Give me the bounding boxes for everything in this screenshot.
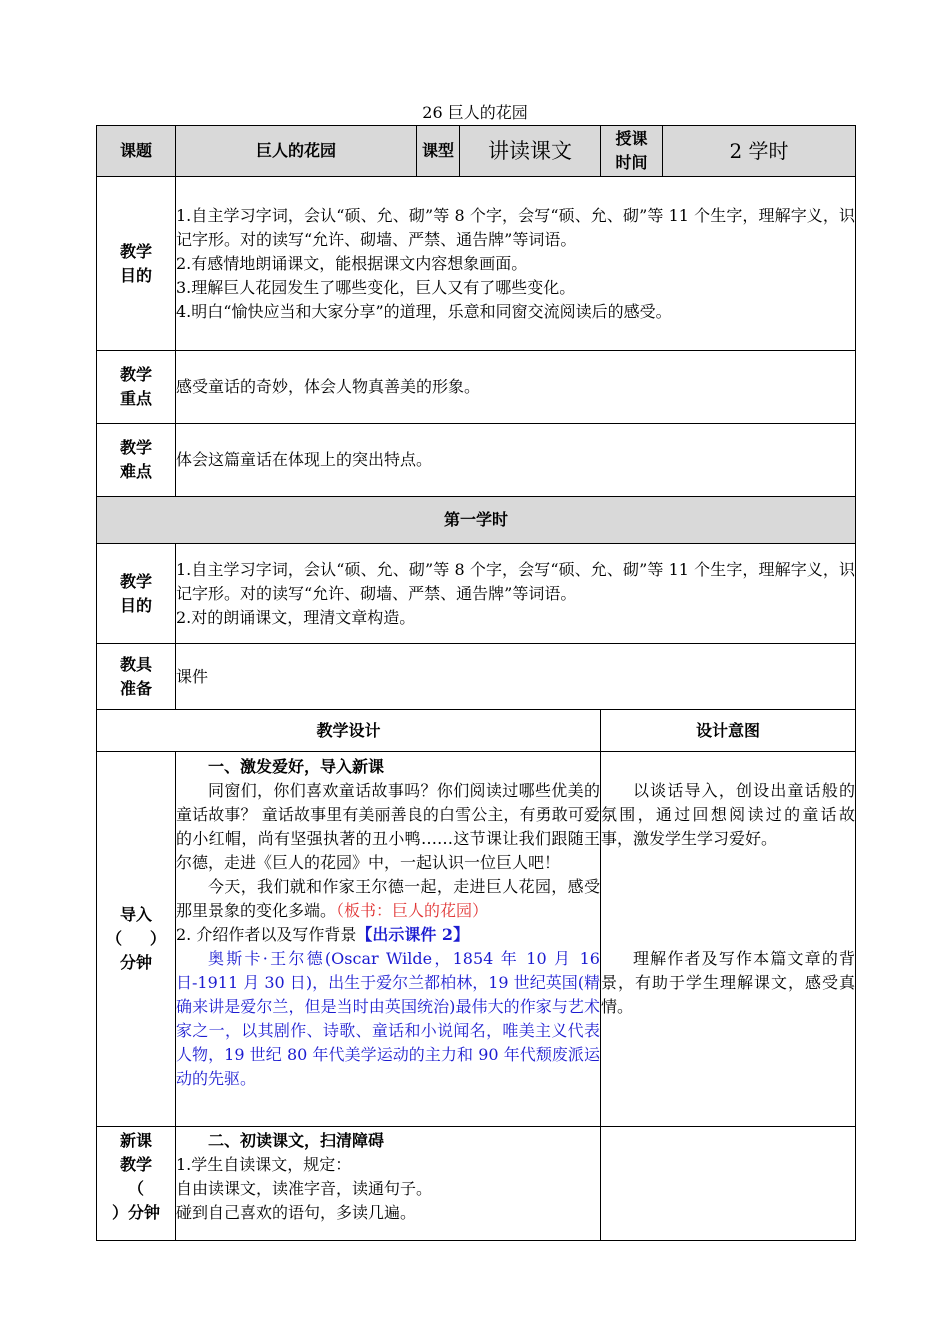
document-title: 26 巨人的花园 — [422, 103, 528, 122]
intent-text-2: 理解作者及写作本篇文章的背景，有助于学生理解课文，感受真情。 — [601, 949, 855, 1016]
lesson1-goal-item: 2.对的朗诵课文，理清文章构造。 — [176, 607, 416, 627]
lesson1-goals-label — [97, 544, 176, 644]
intent-text-1: 以谈话导入，创设出童话般的氛围，通过回想阅读过的童话故事，激发学生学习爱好。 — [601, 781, 855, 848]
intro-label-line1: 导入 — [119, 905, 152, 924]
lesson1-goals-label-line2: 目的 — [119, 595, 152, 615]
lesson1-goal-item: 1.自主学习字词，会认“硕、允、砌”等 8 个字，会写“硕、允、砌”等 11 个生字，理解字义，识记字形。对的读写“允许、砌墙、严禁、通告牌”等词语。 — [176, 559, 855, 603]
courseware-tag: 【出示课件 2】 — [356, 925, 470, 944]
tools-label-line1: 教具 — [119, 654, 152, 674]
goal-item: 1.自主学习字词，会认“硕、允、砌”等 8 个字，会写“硕、允、砌”等 11 个生字，理解字义，识记字形。对的读写“允许、砌墙、严禁、通告牌”等词语。 — [176, 205, 855, 249]
key-points-label — [97, 351, 176, 424]
time-value: 2 学时 — [663, 126, 856, 177]
intro-label-line3: 分钟 — [119, 953, 152, 972]
time-label-line1: 授课 — [615, 129, 648, 148]
new-lesson-label-line1: 新课 — [119, 1131, 152, 1150]
tools-label — [97, 644, 176, 710]
tools-label-line2: 准备 — [119, 678, 152, 698]
intro-paragraph-2 — [176, 875, 600, 923]
new-lesson-line: 碰到自己喜欢的语句，多读几遍。 — [176, 1203, 417, 1222]
header-row — [97, 126, 856, 177]
intro-label — [97, 752, 176, 1127]
difficulties-text: 体会这篇童话在体现上的突出特点。 — [176, 424, 856, 497]
design-header-row — [97, 710, 856, 752]
lesson1-goals-row — [97, 544, 856, 644]
intro-label-line2: （ ） — [106, 929, 166, 948]
intro-heading: 一、激发爱好，导入新课 — [208, 757, 385, 776]
topic-label: 课题 — [97, 126, 176, 177]
new-lesson-intent — [601, 1127, 856, 1241]
intro-content — [176, 752, 601, 1127]
goals-label — [97, 177, 176, 351]
tools-row — [97, 644, 856, 710]
lesson1-title-row — [97, 497, 856, 544]
type-label: 课型 — [417, 126, 460, 177]
intro-paragraph: 同窗们，你们喜欢童话故事吗？你们阅读过哪些优美的童话故事？ 童话故事里有美丽善良的白雪公主，有勇敢可爱的小红帽，尚有坚强执著的丑小鸭……这节课让我们跟随王尔德，走进《巨人的花园》中，一起认识一位巨人吧！ — [176, 781, 600, 872]
new-lesson-label-line3: （ — [127, 1179, 144, 1198]
lesson-plan-table — [96, 125, 856, 1241]
intro-step2 — [176, 923, 600, 947]
type-value: 讲读课文 — [460, 126, 601, 177]
new-lesson-label-line2: 教学 — [119, 1155, 152, 1174]
new-lesson-line: 1.学生自读课文，规定： — [176, 1155, 352, 1174]
new-lesson-heading: 二、初读课文，扫清障碍 — [208, 1131, 385, 1150]
key-points-text: 感受童话的奇妙，体会人物真善美的形象。 — [176, 351, 856, 424]
author-bio: 奥斯卡·王尔德(Oscar Wilde，1854 年 10 月 16 日-1911 月 30 日)，出生于爱尔兰都柏林，19 世纪英国(精确来讲是爱尔兰，但是当时由英国统治)最伟大的作家与艺术家之一，以其剧作、诗歌、童话和小说闻名，唯美主义代表人物，19 世纪 80 年代美学运动的主力和 90 年代颓废派运动的先驱。 — [176, 949, 600, 1088]
lesson1-goals-label-line1: 教学 — [119, 571, 152, 591]
intro-intent — [601, 752, 856, 1127]
design-header: 教学设计 — [97, 710, 601, 752]
difficulties-row — [97, 424, 856, 497]
time-label-line2: 时间 — [615, 153, 648, 172]
key-points-row — [97, 351, 856, 424]
new-lesson-label-line4: ）分钟 — [111, 1203, 160, 1222]
goals-label-line2: 目的 — [119, 265, 152, 285]
goal-item: 3.理解巨人花园发生了哪些变化，巨人又有了哪些变化。 — [176, 277, 576, 297]
topic-value: 巨人的花园 — [176, 126, 417, 177]
intro-para2-text: 今天，我们就和作家王尔德一起，走进巨人花园，感受那里景象的变化多端。 — [176, 877, 600, 920]
intent-header: 设计意图 — [601, 710, 856, 752]
lesson1-goals-content — [176, 544, 856, 644]
new-lesson-label — [97, 1127, 176, 1241]
lesson1-title: 第一学时 — [97, 497, 856, 544]
key-points-label-line1: 教学 — [119, 365, 152, 384]
new-lesson-content — [176, 1127, 601, 1241]
new-lesson-line: 自由读课文，读准字音，读通句子。 — [176, 1179, 433, 1198]
new-lesson-row — [97, 1127, 856, 1241]
board-note: （板书：巨人的花园） — [336, 901, 489, 920]
intro-row — [97, 752, 856, 1127]
goal-item: 4.明白“愉快应当和大家分享”的道理，乐意和同窗交流阅读后的感受。 — [176, 301, 672, 321]
difficulties-label-line1: 教学 — [119, 438, 152, 457]
tools-text: 课件 — [176, 644, 856, 710]
goals-row — [97, 177, 856, 351]
intro-step2-text: 2. 介绍作者以及写作背景 — [176, 925, 357, 944]
time-label — [601, 126, 663, 177]
goal-item: 2.有感情地朗诵课文，能根据课文内容想象画面。 — [176, 253, 528, 273]
key-points-label-line2: 重点 — [119, 389, 152, 408]
goals-content — [176, 177, 856, 351]
difficulties-label — [97, 424, 176, 497]
difficulties-label-line2: 难点 — [119, 462, 152, 481]
goals-label-line1: 教学 — [119, 241, 152, 261]
